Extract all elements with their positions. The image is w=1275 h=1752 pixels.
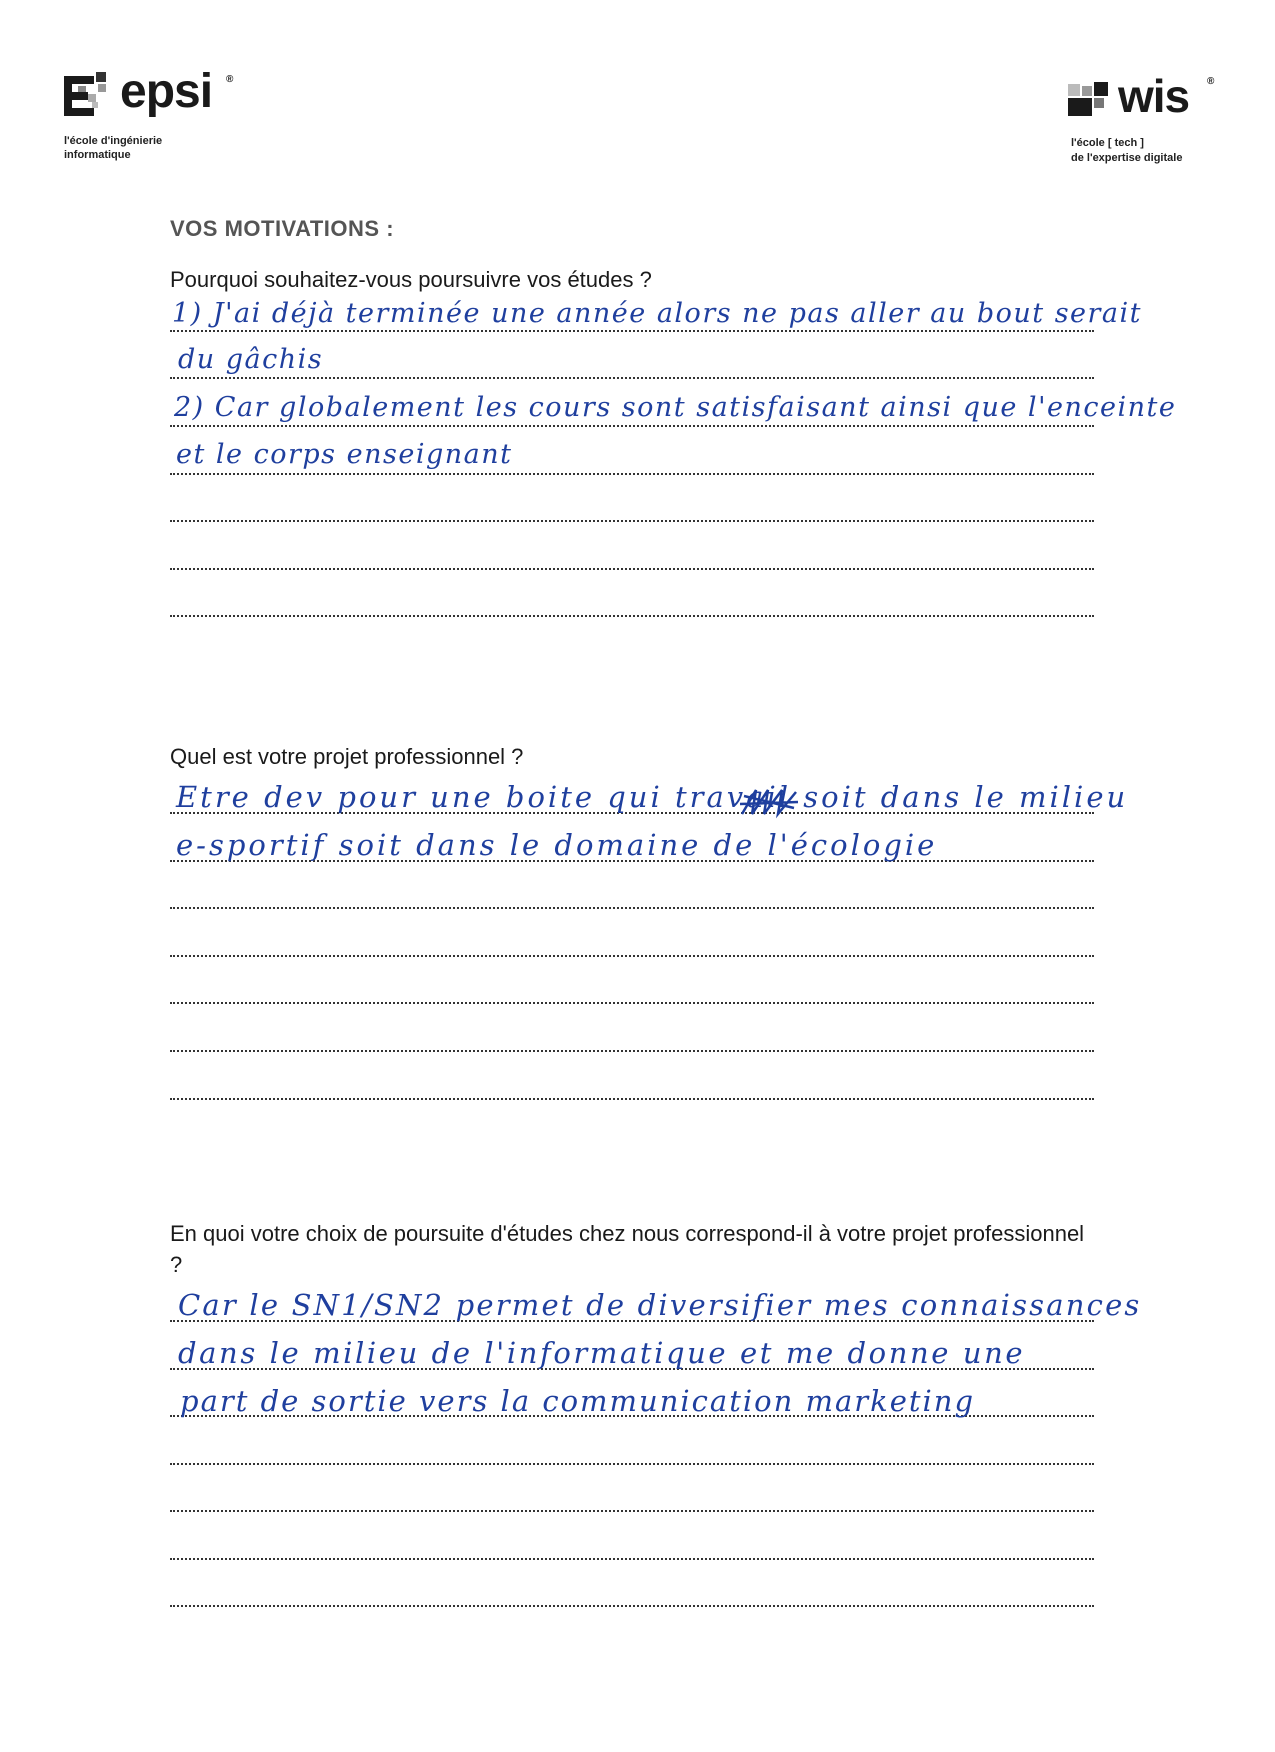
answer-1-line-2: du gâchis [178,344,324,375]
registered-mark-wis: ® [1207,76,1215,87]
answer-3-line-3: part de sortie vers la communication marketing [180,1384,976,1418]
epsi-logo-icon [64,72,112,116]
crossed-out-scribble-icon [738,784,800,820]
wis-tagline-line-1: l'école [ tech ] [1071,137,1144,149]
question-3: En quoi votre choix de poursuite d'études chez nous correspond-il à votre projet professionnel ? [170,1221,1085,1277]
answer-3-line-2: dans le milieu de l'informatique et me donne une [178,1336,1026,1370]
wis-wordmark: wis [1118,70,1190,122]
epsi-tagline [64,134,162,162]
epsi-wordmark: epsi [120,65,213,118]
answer-1-line-3: 2) Car globalement les cours sont satisfaisant ainsi que l'enceinte [174,392,1177,423]
answer-1-line-4: et le corps enseignant [176,439,513,470]
wis-logo [1068,68,1228,178]
wis-logo-icon [1068,78,1112,118]
answer-1-line-1: 1) J'ai déjà terminée une année alors ne pas aller au bout serait [172,298,1143,329]
epsi-tagline-line-1: l'école d'ingénierie [64,135,163,147]
answer-3-line-1: Car le SN1/SN2 permet de diversifier mes connaissances [178,1288,1142,1322]
answer-2-line-1: Etre dev pour une boite qui travail soit dans le milieu [176,780,1129,814]
registered-mark: ® [226,74,234,85]
epsi-logo [64,64,294,174]
epsi-tagline-line-2: informatique [64,149,131,161]
question-2: Quel est votre projet professionnel ? [170,744,524,769]
question-1: Pourquoi souhaitez-vous poursuivre vos études ? [170,267,652,292]
section-title: VOS MOTIVATIONS : [170,216,395,241]
answer-2-line-2: e-sportif soit dans le domaine de l'écologie [176,828,938,862]
wis-tagline-line-2: de l'expertise digitale [1071,152,1183,164]
wis-tagline [1071,136,1182,166]
